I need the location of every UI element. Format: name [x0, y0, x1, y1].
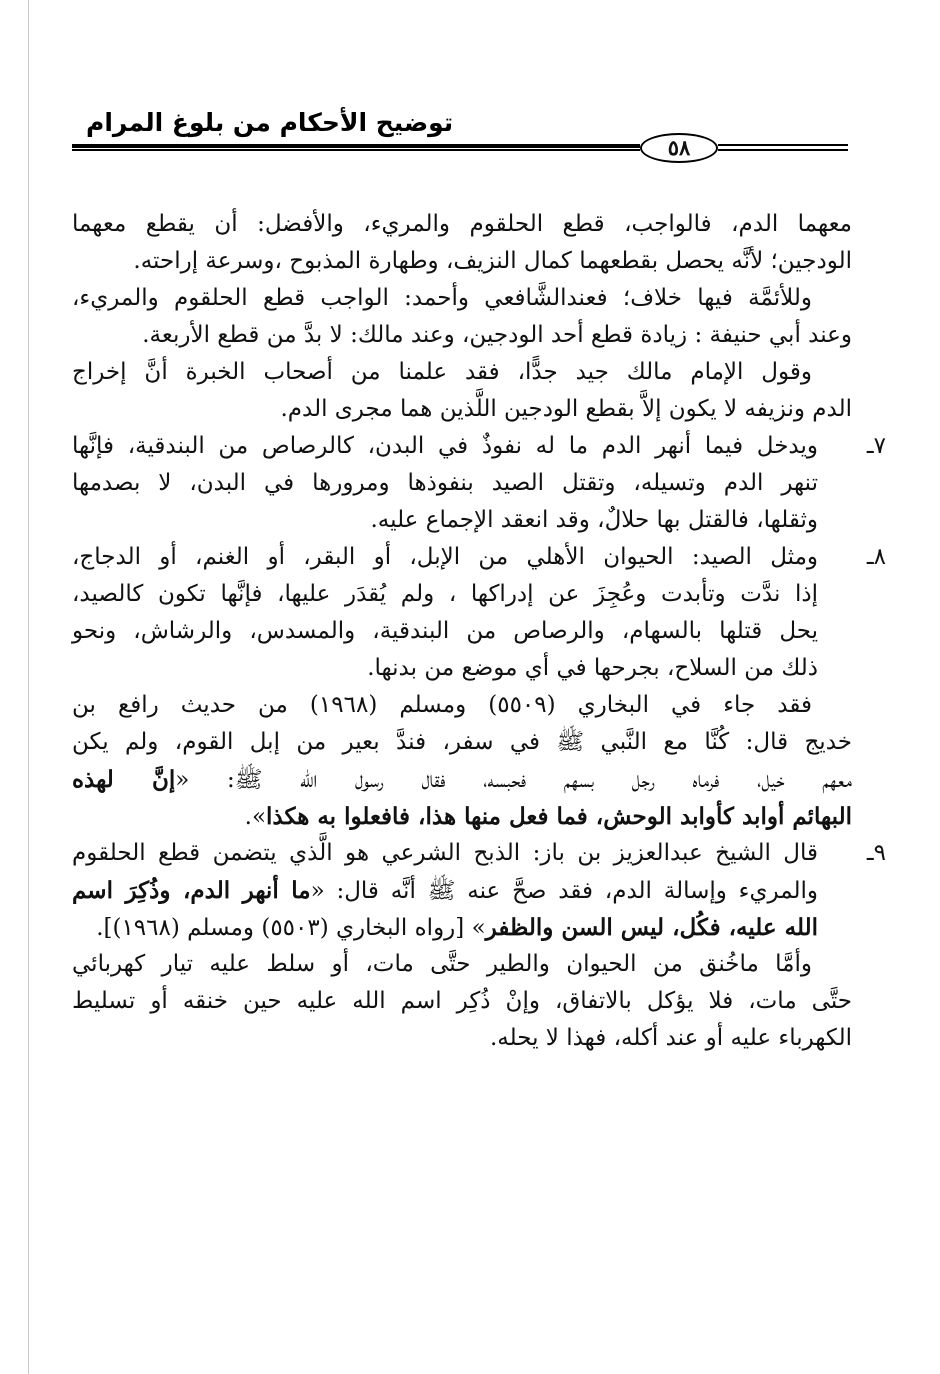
text-line: خديج قال: كُنَّا مع النَّبي ﷺ في سفر، فندَّ بعير من إبل القوم، ولم يكن — [72, 729, 852, 755]
header-rule-left — [72, 144, 640, 151]
text-run: » [رواه البخاري (٥٥٠٣) ومسلم (١٩٦٨)]. — [96, 915, 486, 941]
paragraph-2 — [72, 280, 852, 354]
text-line — [72, 798, 852, 835]
item-number: ٨ـ — [866, 544, 886, 570]
list-item-9 — [72, 835, 886, 946]
page-number: ٥٨ — [640, 133, 718, 163]
list-item-8 — [72, 539, 886, 687]
hadith-text: ما أنهر الدم، وذُكِرَ اسم — [72, 877, 311, 904]
text-line: معهما الدم، فالواجب، قطع الحلقوم والمريء، والأفضل: أن يقطع معهما — [72, 211, 852, 237]
text-line: الدم ونزيفه لا يكون إلاَّ بقطع الودجين اللَّذين هما مجرى الدم. — [280, 396, 852, 422]
text-line: حتَّى مات، فلا يؤكل بالاتفاق، وإنْ ذُكِر اسم الله عليه حين خنقه أو تسليط — [72, 988, 852, 1014]
text-line — [72, 428, 886, 465]
text-line — [72, 761, 852, 798]
item-text: ويدخل فيما أنهر الدم ما له نفوذٌ في البدن، كالرصاص من البندقية، فإنَّها — [72, 433, 818, 459]
text-line: الكهرباء عليه أو عند أكله، فهذا لا يحله. — [489, 1025, 852, 1051]
hadith-text: الله عليه، فكُل، ليس السن والظفر — [485, 914, 818, 941]
text-line: وقول الإمام مالك جيد جدًّا، فقد علمنا من أصحاب الخبرة أنَّ إخراج — [72, 359, 812, 385]
text-line: وعند أبي حنيفة : زيادة قطع أحد الودجين، وعند مالك: لا بدَّ من قطع الأربعة. — [142, 322, 852, 348]
text-line: وثقلها، فالقتل بها حلالٌ، وقد انعقد الإجماع عليه. — [370, 507, 818, 533]
text-line: ذلك من السلاح، بجرحها في أي موضع من بدنها. — [367, 655, 818, 681]
text-run: ». — [244, 804, 267, 830]
item-number: ٧ـ — [866, 433, 886, 459]
hadith-text: البهائم أوابد كأوابد الوحش، فما فعل منها هذا، فافعلوا به هكذا — [266, 803, 852, 830]
text-line — [72, 872, 852, 909]
item-number: ٩ـ — [866, 840, 886, 866]
item-text: قال الشيخ عبدالعزيز بن باز: الذبح الشرعي هو الَّذي يتضمن قطع الحلقوم — [72, 840, 818, 866]
paragraph-1 — [72, 206, 852, 280]
text-run: معهم خيل، فرماه رجل بسهم فحبسه، فقال رسول الله ﷺ: « — [175, 767, 852, 793]
page-body — [72, 206, 886, 1057]
text-line: فقد جاء في البخاري (٥٥٠٩) ومسلم (١٩٦٨) من حديث رافع بن — [72, 692, 812, 718]
text-line — [72, 909, 852, 946]
hadith-text: إنَّ لهذه — [72, 766, 176, 793]
list-item-7 — [72, 428, 886, 539]
text-run: والمريء وإسالة الدم، فقد صحَّ عنه ﷺ أنَّه قال: « — [310, 878, 818, 904]
text-line — [72, 835, 886, 872]
text-line: إذا ندَّت وتأبدت وعُجِزَ عن إدراكها ، ولم يُقدَر عليها، فإنَّها تكون كالصيد، — [72, 581, 818, 607]
text-line — [72, 539, 886, 576]
text-line: وللأئمَّة فيها خلاف؛ فعندالشَّافعي وأحمد: الواجب قطع الحلقوم والمريء، — [72, 285, 812, 311]
paragraph-5 — [72, 946, 852, 1057]
text-line: تنهر الدم وتسيله، وتقتل الصيد بنفوذها ومرورها في البدن، لا بصدمها — [72, 470, 818, 496]
text-line: الودجين؛ لأنَّه يحصل بقطعهما كمال النزيف، وطهارة المذبوح ،وسرعة إراحته. — [133, 248, 852, 274]
text-line: وأمَّا ماخُنق من الحيوان والطير حتَّى مات، أو سلط عليه تيار كهربائي — [72, 951, 812, 977]
header-rule-right — [718, 144, 848, 151]
paragraph-4 — [72, 687, 852, 835]
book-title: توضيح الأحكام من بلوغ المرام — [86, 108, 454, 137]
paragraph-3 — [72, 354, 852, 428]
page-header — [72, 100, 848, 180]
scan-edge-line — [28, 0, 29, 1374]
text-line: يحل قتلها بالسهام، والرصاص من البندقية، والمسدس، والرشاش، ونحو — [72, 618, 818, 644]
item-text: ومثل الصيد: الحيوان الأهلي من الإبل، أو البقر، أو الغنم، أو الدجاج، — [72, 544, 818, 570]
